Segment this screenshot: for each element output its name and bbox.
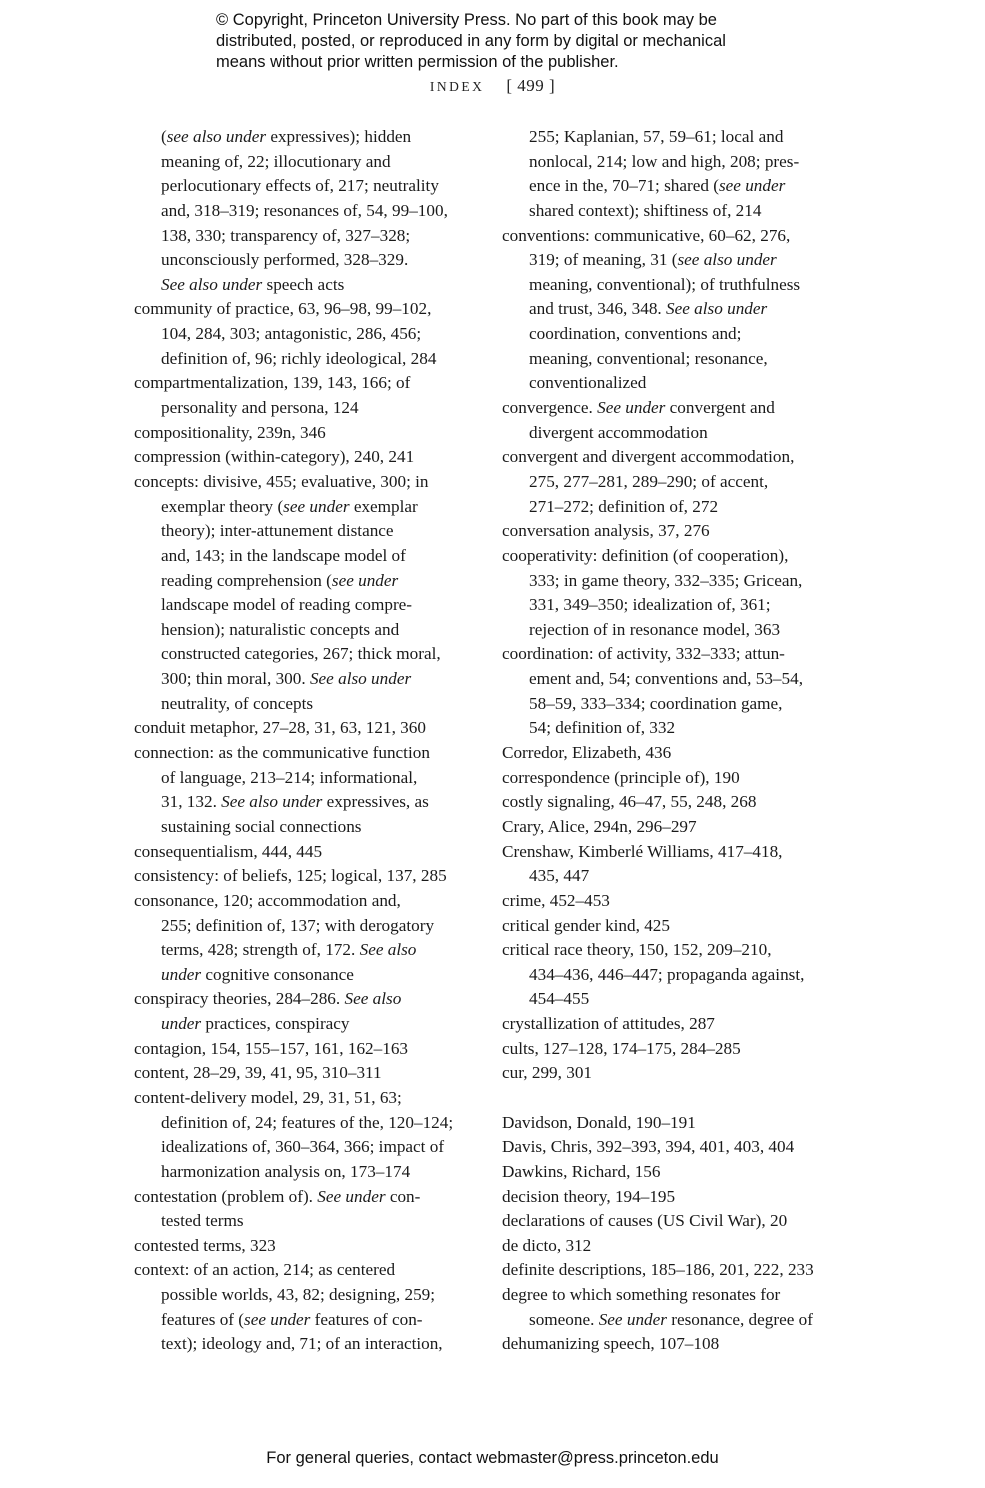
index-entry-line: Crenshaw, Kimberlé Williams, 417–418, xyxy=(502,841,783,861)
index-entry-line: community of practice, 63, 96–98, 99–102, xyxy=(134,299,432,319)
index-entry-continuation: and trust, 346, 348. See also under xyxy=(529,299,768,319)
index-entry-continuation: and, 318–319; resonances of, 54, 99–100, xyxy=(161,200,448,220)
index-entry-continuation: and, 143; in the landscape model of xyxy=(161,545,406,565)
index-entry-line: dehumanizing speech, 107–108 xyxy=(502,1334,720,1354)
index-entry-line: critical race theory, 150, 152, 209–210, xyxy=(502,940,772,960)
index-entry-line: conspiracy theories, 284–286. See also xyxy=(134,989,402,1009)
index-entry-line: Davis, Chris, 392–393, 394, 401, 403, 404 xyxy=(502,1137,795,1157)
copyright-line: distributed, posted, or reproduced in any form by digital or mechanical xyxy=(216,32,726,50)
index-entry-continuation: 333; in game theory, 332–335; Gricean, xyxy=(529,570,803,590)
index-entry-continuation: sustaining social connections xyxy=(161,816,362,836)
index-entry-continuation: harmonization analysis on, 173–174 xyxy=(161,1161,411,1181)
index-entry-line: conventions: communicative, 60–62, 276, xyxy=(502,225,791,245)
index-entry-continuation: 104, 284, 303; antagonistic, 286, 456; xyxy=(161,324,422,344)
index-entry-line: contestation (problem of). See under con- xyxy=(134,1186,421,1206)
index-entry-continuation: rejection of in resonance model, 363 xyxy=(529,619,781,639)
index-entry-line: coordination: of activity, 332–333; attun- xyxy=(502,644,785,664)
index-entry-continuation: possible worlds, 43, 82; designing, 259; xyxy=(161,1285,436,1305)
index-entry-continuation: neutrality, of concepts xyxy=(161,693,314,713)
index-entry-continuation: 271–272; definition of, 272 xyxy=(529,496,719,516)
index-entry-line: conversation analysis, 37, 276 xyxy=(502,521,710,541)
index-entry-continuation: nonlocal, 214; low and high, 208; pres- xyxy=(529,151,800,171)
footer-contact-text: For general queries, contact webmaster@press.princeton.edu xyxy=(266,1449,719,1467)
index-blank-line xyxy=(502,1086,847,1111)
index-entry-continuation: personality and persona, 124 xyxy=(161,398,359,418)
index-entry-line: cooperativity: definition (of cooperation), xyxy=(502,545,789,565)
index-entry-line: content-delivery model, 29, 31, 51, 63; xyxy=(134,1087,402,1107)
index-entry-line: conduit metaphor, 27–28, 31, 63, 121, 360 xyxy=(134,718,426,738)
index-entry-line: costly signaling, 46–47, 55, 248, 268 xyxy=(502,792,757,812)
index-entry-line: correspondence (principle of), 190 xyxy=(502,767,740,787)
index-entry-line: Davidson, Donald, 190–191 xyxy=(502,1112,696,1132)
index-entry-line: consistency: of beliefs, 125; logical, 137, 285 xyxy=(134,866,447,886)
index-entry-continuation: 255; definition of, 137; with derogatory xyxy=(161,915,435,935)
index-entry-continuation: under cognitive consonance xyxy=(161,964,354,984)
index-column-right xyxy=(502,125,847,1357)
index-entry-continuation: coordination, conventions and; xyxy=(529,324,742,344)
index-entry-line: content, 28–29, 39, 41, 95, 310–311 xyxy=(134,1063,382,1083)
index-entry-continuation: definition of, 96; richly ideological, 284 xyxy=(161,348,437,368)
index-entry-continuation: features of (see under features of con- xyxy=(161,1309,423,1329)
index-entry-continuation: definition of, 24; features of the, 120–124; xyxy=(161,1112,454,1132)
copyright-line: means without prior written permission of the publisher. xyxy=(216,53,619,71)
index-entry-continuation: landscape model of reading compre- xyxy=(161,595,413,615)
index-entry-line: convergence. See under convergent and xyxy=(502,398,775,418)
index-entry-continuation: 300; thin moral, 300. See also under xyxy=(161,669,412,689)
index-entry-continuation: theory); inter-attunement distance xyxy=(161,521,394,541)
index-entry-continuation: divergent accommodation xyxy=(529,422,708,442)
index-entry-line: definite descriptions, 185–186, 201, 222, 233 xyxy=(502,1260,814,1280)
index-entry-line: compression (within-category), 240, 241 xyxy=(134,447,415,467)
index-entry-continuation: meaning, conventional); of truthfulness xyxy=(529,274,801,294)
index-entry-continuation: 54; definition of, 332 xyxy=(529,718,676,738)
index-entry-continuation: reading comprehension (see under xyxy=(161,570,399,590)
index-entry-continuation: tested terms xyxy=(161,1211,244,1231)
index-entry-continuation: 31, 132. See also under expressives, as xyxy=(161,792,429,812)
index-entry-continuation: 435, 447 xyxy=(529,866,590,886)
index-entry-continuation: text); ideology and, 71; of an interaction, xyxy=(161,1334,443,1354)
index-entry-line: decision theory, 194–195 xyxy=(502,1186,676,1206)
index-entry-line: contagion, 154, 155–157, 161, 162–163 xyxy=(134,1038,409,1058)
index-entry-line: crime, 452–453 xyxy=(502,890,610,910)
index-entry-continuation: ence in the, 70–71; shared (see under xyxy=(529,176,786,196)
index-entry-continuation: 434–436, 446–447; propaganda against, xyxy=(529,964,805,984)
index-entry-continuation: 58–59, 333–334; coordination game, xyxy=(529,693,783,713)
index-entry-line: critical gender kind, 425 xyxy=(502,915,670,935)
index-entry-continuation: conventionalized xyxy=(529,373,647,393)
index-entry-continuation: constructed categories, 267; thick moral, xyxy=(161,644,441,664)
index-entry-continuation: exemplar theory (see under exemplar xyxy=(161,496,418,516)
index-entry-line: declarations of causes (US Civil War), 20 xyxy=(502,1211,788,1231)
index-entry-line: connection: as the communicative function xyxy=(134,743,430,763)
index-entry-continuation: under practices, conspiracy xyxy=(161,1014,350,1034)
page-header xyxy=(0,76,985,96)
index-entry-line: degree to which something resonates for xyxy=(502,1285,781,1305)
copyright-notice xyxy=(216,10,816,73)
index-entry-continuation: hension); naturalistic concepts and xyxy=(161,619,400,639)
page-footer xyxy=(0,1449,985,1468)
index-entry-continuation: 138, 330; transparency of, 327–328; xyxy=(161,225,411,245)
index-entry-continuation: of language, 213–214; informational, xyxy=(161,767,418,787)
index-entry-continuation: unconsciously performed, 328–329. xyxy=(161,250,409,270)
index-entry-line: consonance, 120; accommodation and, xyxy=(134,890,401,910)
index-entry-continuation: shared context); shiftiness of, 214 xyxy=(529,200,762,220)
index-entry-line: Dawkins, Richard, 156 xyxy=(502,1161,661,1181)
page-number: [ 499 ] xyxy=(506,76,556,95)
index-entry-line: crystallization of attitudes, 287 xyxy=(502,1014,715,1034)
index-entry-continuation: ement and, 54; conventions and, 53–54, xyxy=(529,669,803,689)
index-entry-continuation: See also under speech acts xyxy=(161,274,345,294)
index-entry-continuation: (see also under expressives); hidden xyxy=(161,127,412,146)
index-entry-line: de dicto, 312 xyxy=(502,1235,592,1255)
index-entry-continuation: 454–455 xyxy=(529,989,590,1009)
index-entry-line: Crary, Alice, 294n, 296–297 xyxy=(502,816,697,836)
index-entry-continuation: 275, 277–281, 289–290; of accent, xyxy=(529,471,769,491)
index-entry-continuation: 255; Kaplanian, 57, 59–61; local and xyxy=(529,127,784,146)
index-entry-continuation: someone. See under resonance, degree of xyxy=(529,1309,813,1329)
index-entry-continuation: meaning of, 22; illocutionary and xyxy=(161,151,391,171)
index-entry-continuation: 331, 349–350; idealization of, 361; xyxy=(529,595,771,615)
index-entry-line: context: of an action, 214; as centered xyxy=(134,1260,396,1280)
index-entry-line: consequentialism, 444, 445 xyxy=(134,841,323,861)
index-column-left xyxy=(134,125,474,1357)
running-title: INDEX xyxy=(429,79,485,94)
index-entry-continuation: terms, 428; strength of, 172. See also xyxy=(161,940,417,960)
index-entry-line: cults, 127–128, 174–175, 284–285 xyxy=(502,1038,741,1058)
index-entry-continuation: 319; of meaning, 31 (see also under xyxy=(529,250,777,270)
index-entry-continuation: idealizations of, 360–364, 366; impact of xyxy=(161,1137,445,1157)
index-entry-line: compartmentalization, 139, 143, 166; of xyxy=(134,373,411,393)
index-entry-continuation: perlocutionary effects of, 217; neutrality xyxy=(161,176,439,196)
index-entry-line: cur, 299, 301 xyxy=(502,1063,593,1083)
index-entry-line: contested terms, 323 xyxy=(134,1235,276,1255)
index-entry-line: compositionality, 239n, 346 xyxy=(134,422,326,442)
index-entry-line: Corredor, Elizabeth, 436 xyxy=(502,743,672,763)
index-entry-continuation: meaning, conventional; resonance, xyxy=(529,348,768,368)
index-entry-line: concepts: divisive, 455; evaluative, 300; in xyxy=(134,471,429,491)
copyright-line: © Copyright, Princeton University Press. No part of this book may be xyxy=(216,11,717,29)
index-entry-line: convergent and divergent accommodation, xyxy=(502,447,795,467)
